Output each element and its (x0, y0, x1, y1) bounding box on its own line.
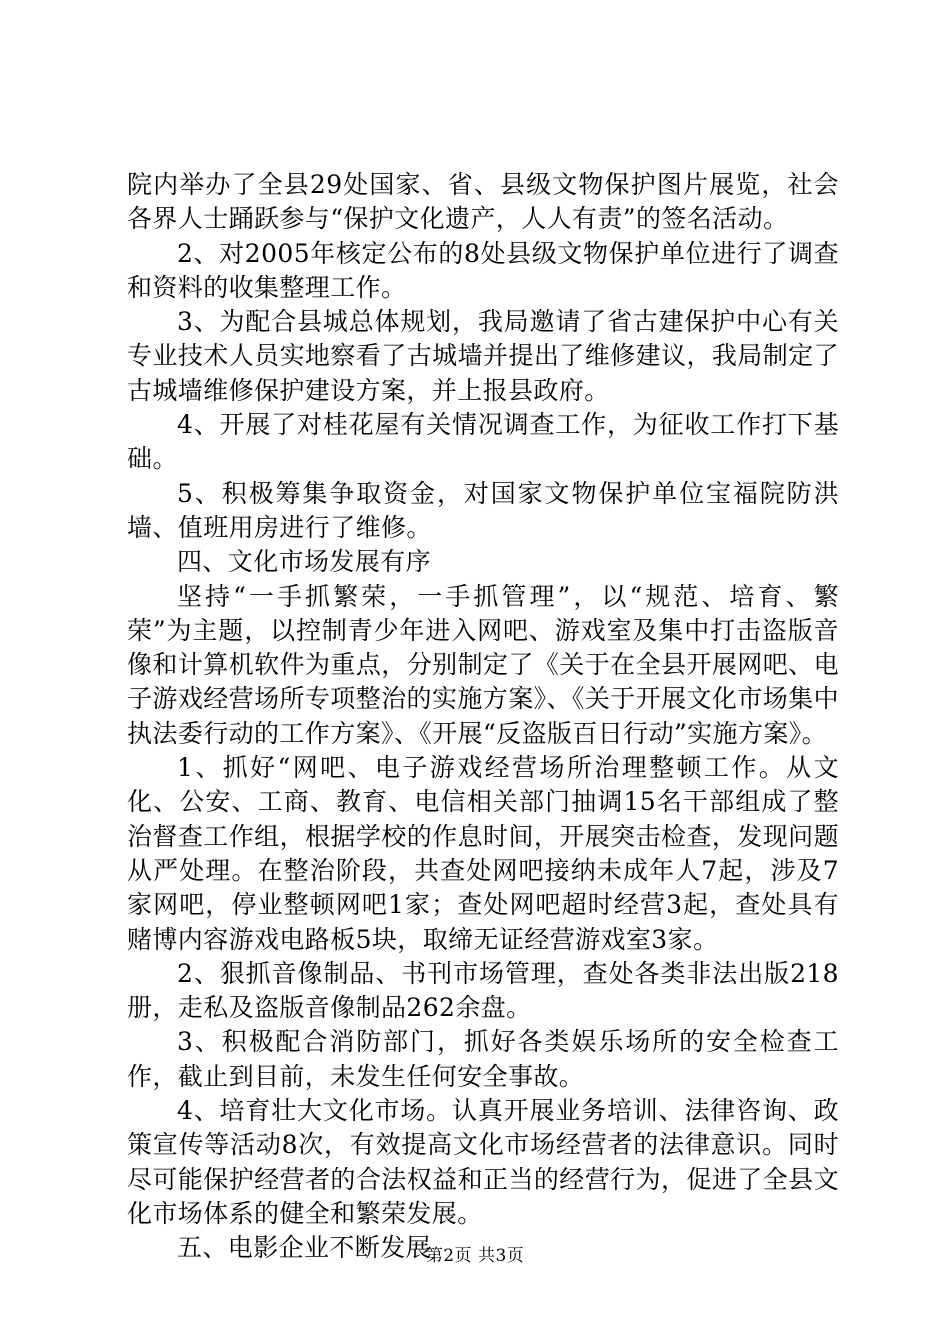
paragraph-market-item-2-publications: 2、狠抓音像制品、书刊市场管理，查处各类非法出版218册，走私及盗版音像制品262余盘。 (127, 958, 839, 1023)
paragraph-market-item-1-internet-cafe: 1、抓好“网吧、电子游戏经营场所治理整顿工作。从文化、公安、工商、教育、电信相关部门抽调15名干部组成了整治督查工作组，根据学校的作息时间，开展突击检查，发现问题从严处理。在整治阶段，共查处网吧接纳未成年人7起，涉及7家网吧，停业整顿网吧1家；查处网吧超时经营3起，查处具有赌博内容游戏电路板5块，取缔无证经营游戏室3家。 (127, 753, 839, 954)
paragraph-continuation: 院内举办了全县29处国家、省、县级文物保护图片展览，社会各界人士踊跃参与“保护文化遗产，人人有责”的签名活动。 (127, 170, 839, 234)
page-number-footer: 第2页 共3页 (425, 1246, 525, 1266)
section-heading-film-enterprise: 五、电影企业不断发展 (177, 1233, 432, 1263)
paragraph-item-5-funding: 5、积极筹集争取资金，对国家文物保护单位宝福院防洪墙、值班用房进行了维修。 (127, 478, 839, 542)
section-heading-cultural-market: 四、文化市场发展有序 (177, 547, 432, 577)
paragraph-item-2-survey: 2、对2005年核定公布的8处县级文物保护单位进行了调查和资料的收集整理工作。 (127, 238, 839, 302)
paragraph-item-3-city-wall: 3、为配合县城总体规划，我局邀请了省古建保护中心有关专业技术人员实地察看了古城墙并提出了维修建议，我局制定了古城墙维修保护建设方案，并上报县政府。 (127, 307, 839, 405)
paragraph-market-item-3-fire-safety: 3、积极配合消防部门，抓好各类娱乐场所的安全检查工作，截止到目前，未发生任何安全事故。 (127, 1027, 839, 1091)
paragraph-market-item-4-cultivation: 4、培育壮大文化市场。认真开展业务培训、法律咨询、政策宣传等活动8次，有效提高文化市场经营者的法律意识。同时尽可能保护经营者的合法权益和正当的经营行为，促进了全县文化市场体系的健全和繁荣发展。 (127, 1096, 839, 1228)
paragraph-item-4-osmanthus-house: 4、开展了对桂花屋有关情况调查工作，为征收工作打下基础。 (127, 410, 839, 474)
paragraph-cultural-market-intro: 坚持“一手抓繁荣，一手抓管理”，以“规范、培育、繁荣”为主题，以控制青少年进入网吧、游戏室及集中打击盗版音像和计算机软件为重点，分别制定了《关于在全县开展网吧、电子游戏经营场所专项整治的实施方案》、《关于开展文化市场集中执法委行动的工作方案》、《开展“反盗版百日行动”实施方案》。 (127, 581, 839, 748)
document-body (127, 168, 839, 1266)
